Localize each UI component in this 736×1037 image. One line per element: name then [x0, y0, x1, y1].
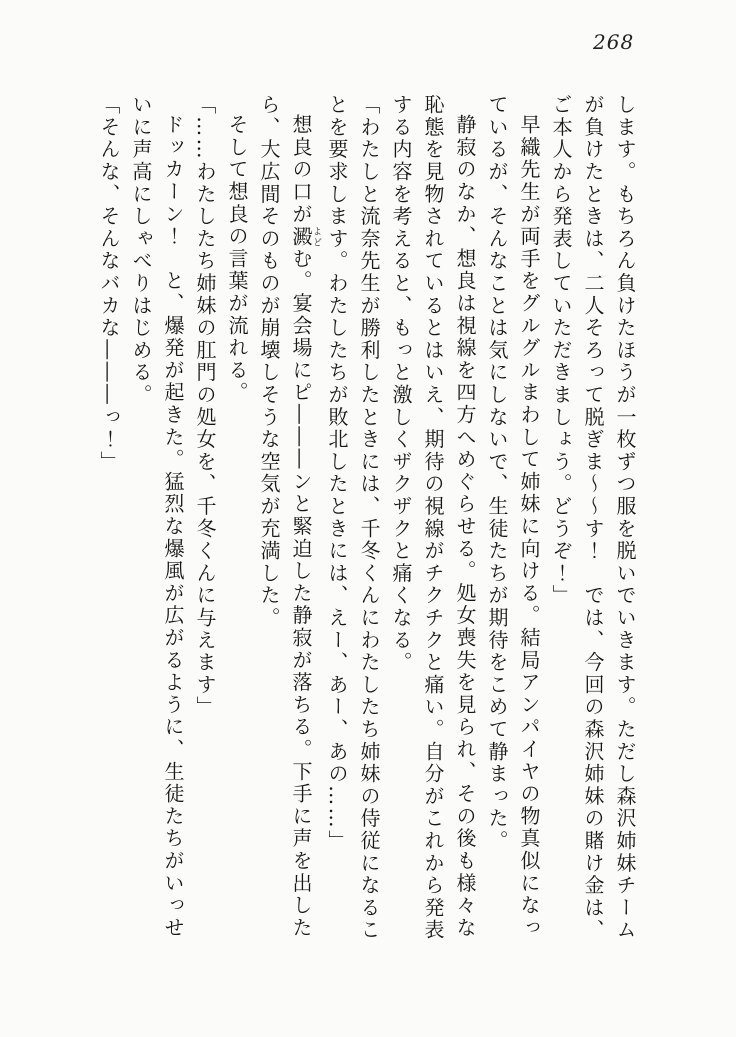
- text-column: 静寂のなか、想良は視線を四方へめぐらせる。処女喪失を見られ、その後も様々な: [453, 114, 477, 940]
- text-column: ご本人から発表していただきましょう。どうぞ！」: [549, 94, 573, 607]
- text-column: 恥態を見物されているとはいえ、期待の視線がチクチクと痛い。自分がこれから発表: [421, 94, 445, 942]
- text-column: が負けたときは、二人そろって脱ぎま〜〜す！ では、今回の森沢姉妹の賭け金は、: [581, 94, 605, 942]
- text-run: 想良の口が: [289, 114, 313, 226]
- ruby-text: よど: [311, 225, 321, 248]
- text-column: ら、大広間そのものが崩壊しそうな空気が充満した。: [257, 94, 281, 630]
- ruby-annotation: [289, 225, 321, 248]
- text-run: む。宴会場にピ―――ンと緊迫した静寂が落ちる。下手に声を出した: [289, 247, 313, 940]
- body-text: [95, 94, 641, 946]
- text-column: 「わたしと流奈先生が勝利したときには、千冬くんにわたしたち姉妹の侍従になるこ: [357, 94, 381, 942]
- text-column: します。もちろん負けたほうが一枚ずつ服を脱いでいきます。ただし森沢姉妹チーム: [613, 94, 637, 942]
- text-column: 「そんな、そんなバカな―――っ！」: [97, 94, 121, 474]
- text-column: ドッカーン！ と、爆発が起きた。猛烈な爆風が広がるように、生徒たちがいっせ: [161, 114, 185, 940]
- text-column: する内容を考えると、もっと激しくザクザクと痛くなる。: [389, 94, 413, 674]
- text-column: そして想良の言葉が流れる。: [225, 114, 249, 404]
- text-column: いに声高にしゃべりはじめる。: [129, 94, 153, 407]
- ruby-base: 澱: [289, 225, 313, 248]
- text-column: 「……わたしたち姉妹の肛門の処女を、千冬くんに与えます」: [193, 94, 217, 719]
- text-column: [285, 94, 321, 946]
- text-column: 早織先生が両手をグルグルまわして姉妹に向ける。結局アンパイヤの物真似になっ: [517, 114, 541, 940]
- text-column: とを要求します。わたしたちが敗北したときには、えー、あー、あの……」: [325, 94, 349, 853]
- page-number: 268: [593, 30, 635, 54]
- text-column: ているが、そんなことは気にしないで、生徒たちが期待をこめて静まった。: [485, 94, 509, 853]
